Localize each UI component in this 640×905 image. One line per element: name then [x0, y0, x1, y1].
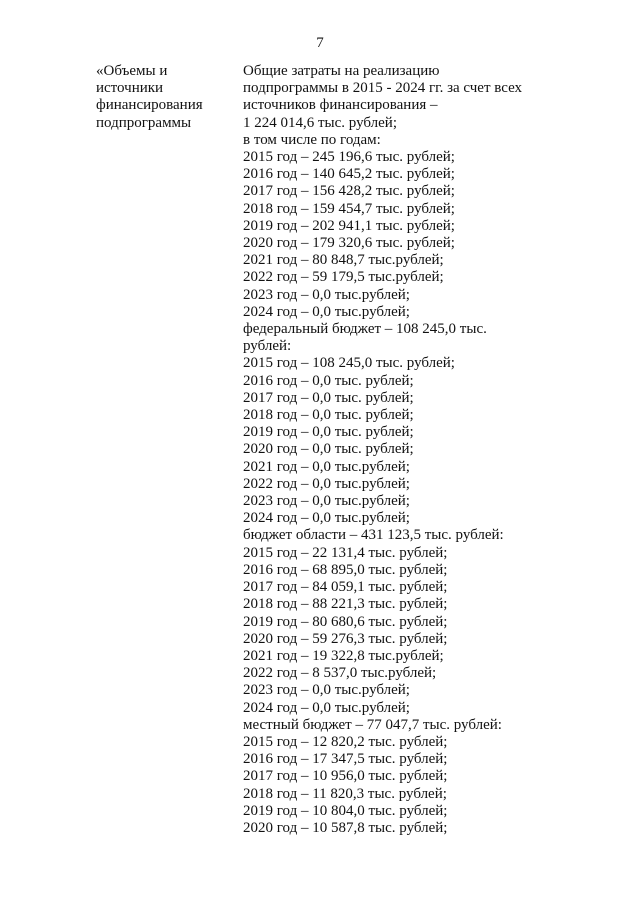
section-label-line: финансирования — [96, 97, 203, 114]
federal-budget-header: федеральный бюджет – 108 245,0 тыс. — [243, 321, 487, 338]
year-line: 2020 год – 10 587,8 тыс. рублей; — [243, 819, 448, 836]
intro-block — [243, 63, 563, 149]
year-line: 2021 год – 80 848,7 тыс.рублей; — [243, 252, 444, 269]
financing-details — [243, 63, 563, 837]
federal-budget-header: рублей: — [243, 338, 292, 355]
year-line: 2024 год – 0,0 тыс.рублей; — [243, 303, 410, 320]
local-budget-block — [243, 717, 563, 837]
year-line: 2021 год – 19 322,8 тыс.рублей; — [243, 647, 444, 664]
intro-line: источников финансирования – — [243, 97, 438, 114]
year-line: 2019 год – 10 804,0 тыс. рублей; — [243, 802, 448, 819]
year-line: 2021 год – 0,0 тыс.рублей; — [243, 458, 410, 475]
year-line: 2020 год – 179 320,6 тыс. рублей; — [243, 235, 455, 252]
year-line: 2016 год – 140 645,2 тыс. рублей; — [243, 166, 455, 183]
section-label — [96, 63, 226, 132]
federal-budget-block — [243, 321, 563, 527]
year-line: 2018 год – 159 454,7 тыс. рублей; — [243, 200, 455, 217]
year-line: 2016 год – 68 895,0 тыс. рублей; — [243, 561, 448, 578]
year-line: 2022 год – 0,0 тыс.рублей; — [243, 475, 410, 492]
intro-line: Общие затраты на реализацию — [243, 63, 440, 79]
section-label-line: подпрограммы — [96, 114, 192, 131]
year-line: 2017 год – 156 428,2 тыс. рублей; — [243, 183, 455, 200]
year-line: 2024 год – 0,0 тыс.рублей; — [243, 699, 410, 716]
year-line: 2023 год – 0,0 тыс.рублей; — [243, 493, 410, 510]
regional-budget-header: бюджет области – 431 123,5 тыс. рублей: — [243, 527, 504, 544]
regional-budget-block — [243, 527, 563, 716]
year-line: 2016 год – 0,0 тыс. рублей; — [243, 372, 414, 389]
year-line: 2015 год – 22 131,4 тыс. рублей; — [243, 544, 448, 561]
year-line: 2017 год – 10 956,0 тыс. рублей; — [243, 768, 448, 785]
year-line: 2015 год – 245 196,6 тыс. рублей; — [243, 149, 455, 166]
year-line: 2015 год – 108 245,0 тыс. рублей; — [243, 355, 455, 372]
year-line: 2022 год – 59 179,5 тыс.рублей; — [243, 269, 444, 286]
year-line: 2020 год – 59 276,3 тыс. рублей; — [243, 630, 448, 647]
year-line: 2024 год – 0,0 тыс.рублей; — [243, 510, 410, 527]
year-line: 2023 год – 0,0 тыс.рублей; — [243, 286, 410, 303]
year-line: 2017 год – 0,0 тыс. рублей; — [243, 389, 414, 406]
intro-line: в том числе по годам: — [243, 131, 381, 148]
year-line: 2015 год – 12 820,2 тыс. рублей; — [243, 733, 448, 750]
page-number: 7 — [316, 35, 324, 51]
year-line: 2020 год – 0,0 тыс. рублей; — [243, 441, 414, 458]
year-line: 2017 год – 84 059,1 тыс. рублей; — [243, 579, 448, 596]
intro-line: подпрограммы в 2015 - 2024 гг. за счет всех — [243, 80, 523, 97]
year-line: 2019 год – 202 941,1 тыс. рублей; — [243, 217, 455, 234]
section-label-line: «Объемы и — [96, 63, 168, 79]
year-line: 2022 год – 8 537,0 тыс.рублей; — [243, 665, 437, 682]
year-line: 2018 год – 0,0 тыс. рублей; — [243, 407, 414, 424]
year-line: 2016 год – 17 347,5 тыс. рублей; — [243, 751, 448, 768]
year-line: 2023 год – 0,0 тыс.рублей; — [243, 682, 410, 699]
year-line: 2018 год – 11 820,3 тыс. рублей; — [243, 785, 447, 802]
section-label-line: источники — [96, 80, 164, 97]
year-line: 2019 год – 0,0 тыс. рублей; — [243, 424, 414, 441]
total-amount: 1 224 014,6 тыс. рублей; — [243, 114, 397, 131]
local-budget-header: местный бюджет – 77 047,7 тыс. рублей: — [243, 716, 502, 733]
total-by-year-list — [243, 149, 563, 321]
year-line: 2019 год – 80 680,6 тыс. рублей; — [243, 613, 448, 630]
year-line: 2018 год – 88 221,3 тыс. рублей; — [243, 596, 448, 613]
